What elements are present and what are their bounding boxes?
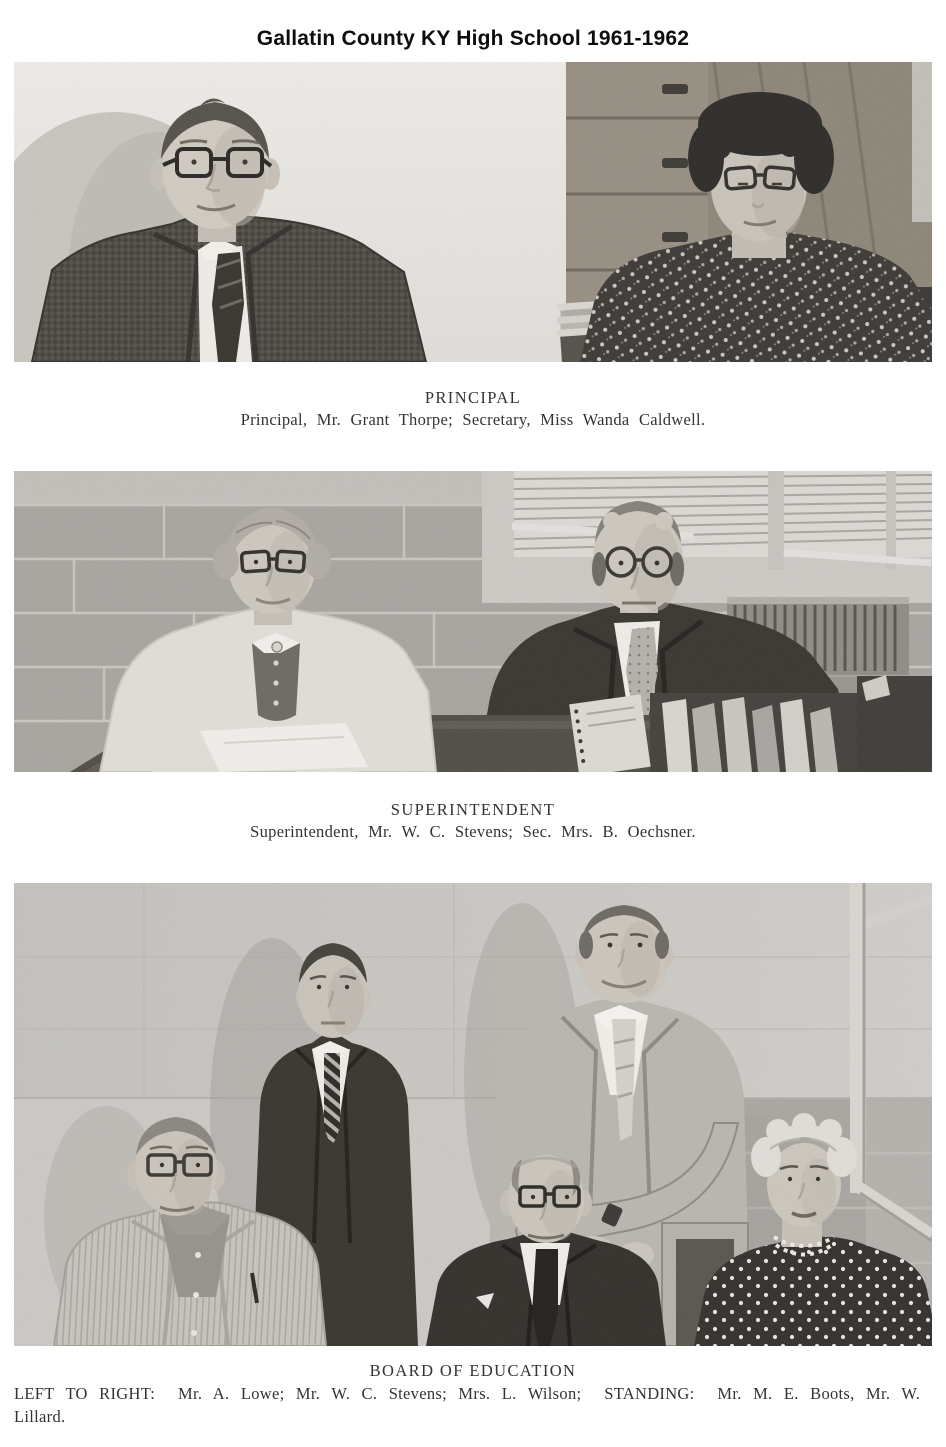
board-section (0, 883, 946, 1428)
principal-caption (14, 387, 932, 431)
principal-caption-title: PRINCIPAL (424, 388, 522, 407)
photo-grain (14, 62, 932, 362)
board-caption (14, 1360, 932, 1428)
superintendent-caption-title: SUPERINTENDENT (390, 800, 556, 819)
superintendent-caption-text: Superintendent, Mr. W. C. Stevens; Sec. Mrs. B. Oechsner. (250, 822, 696, 841)
board-photo (14, 883, 932, 1346)
page-title: Gallatin County KY High School 1961-1962 (256, 27, 690, 50)
superintendent-photo (14, 471, 932, 772)
superintendent-caption (14, 799, 932, 843)
principal-caption-text: Principal, Mr. Grant Thorpe; Secretary, Miss Wanda Caldwell. (240, 410, 706, 429)
principal-photo (14, 62, 932, 362)
photo-grain (14, 883, 932, 1346)
superintendent-section (0, 471, 946, 843)
board-caption-title: BOARD OF EDUCATION (369, 1361, 577, 1380)
photo-grain (14, 471, 932, 772)
principal-section (0, 62, 946, 431)
board-caption-text: LEFT TO RIGHT: Mr. A. Lowe; Mr. W. C. Stevens; Mrs. L. Wilson; STANDING: Mr. M. E. Boots, Mr. W. Lillard. (14, 1384, 932, 1426)
